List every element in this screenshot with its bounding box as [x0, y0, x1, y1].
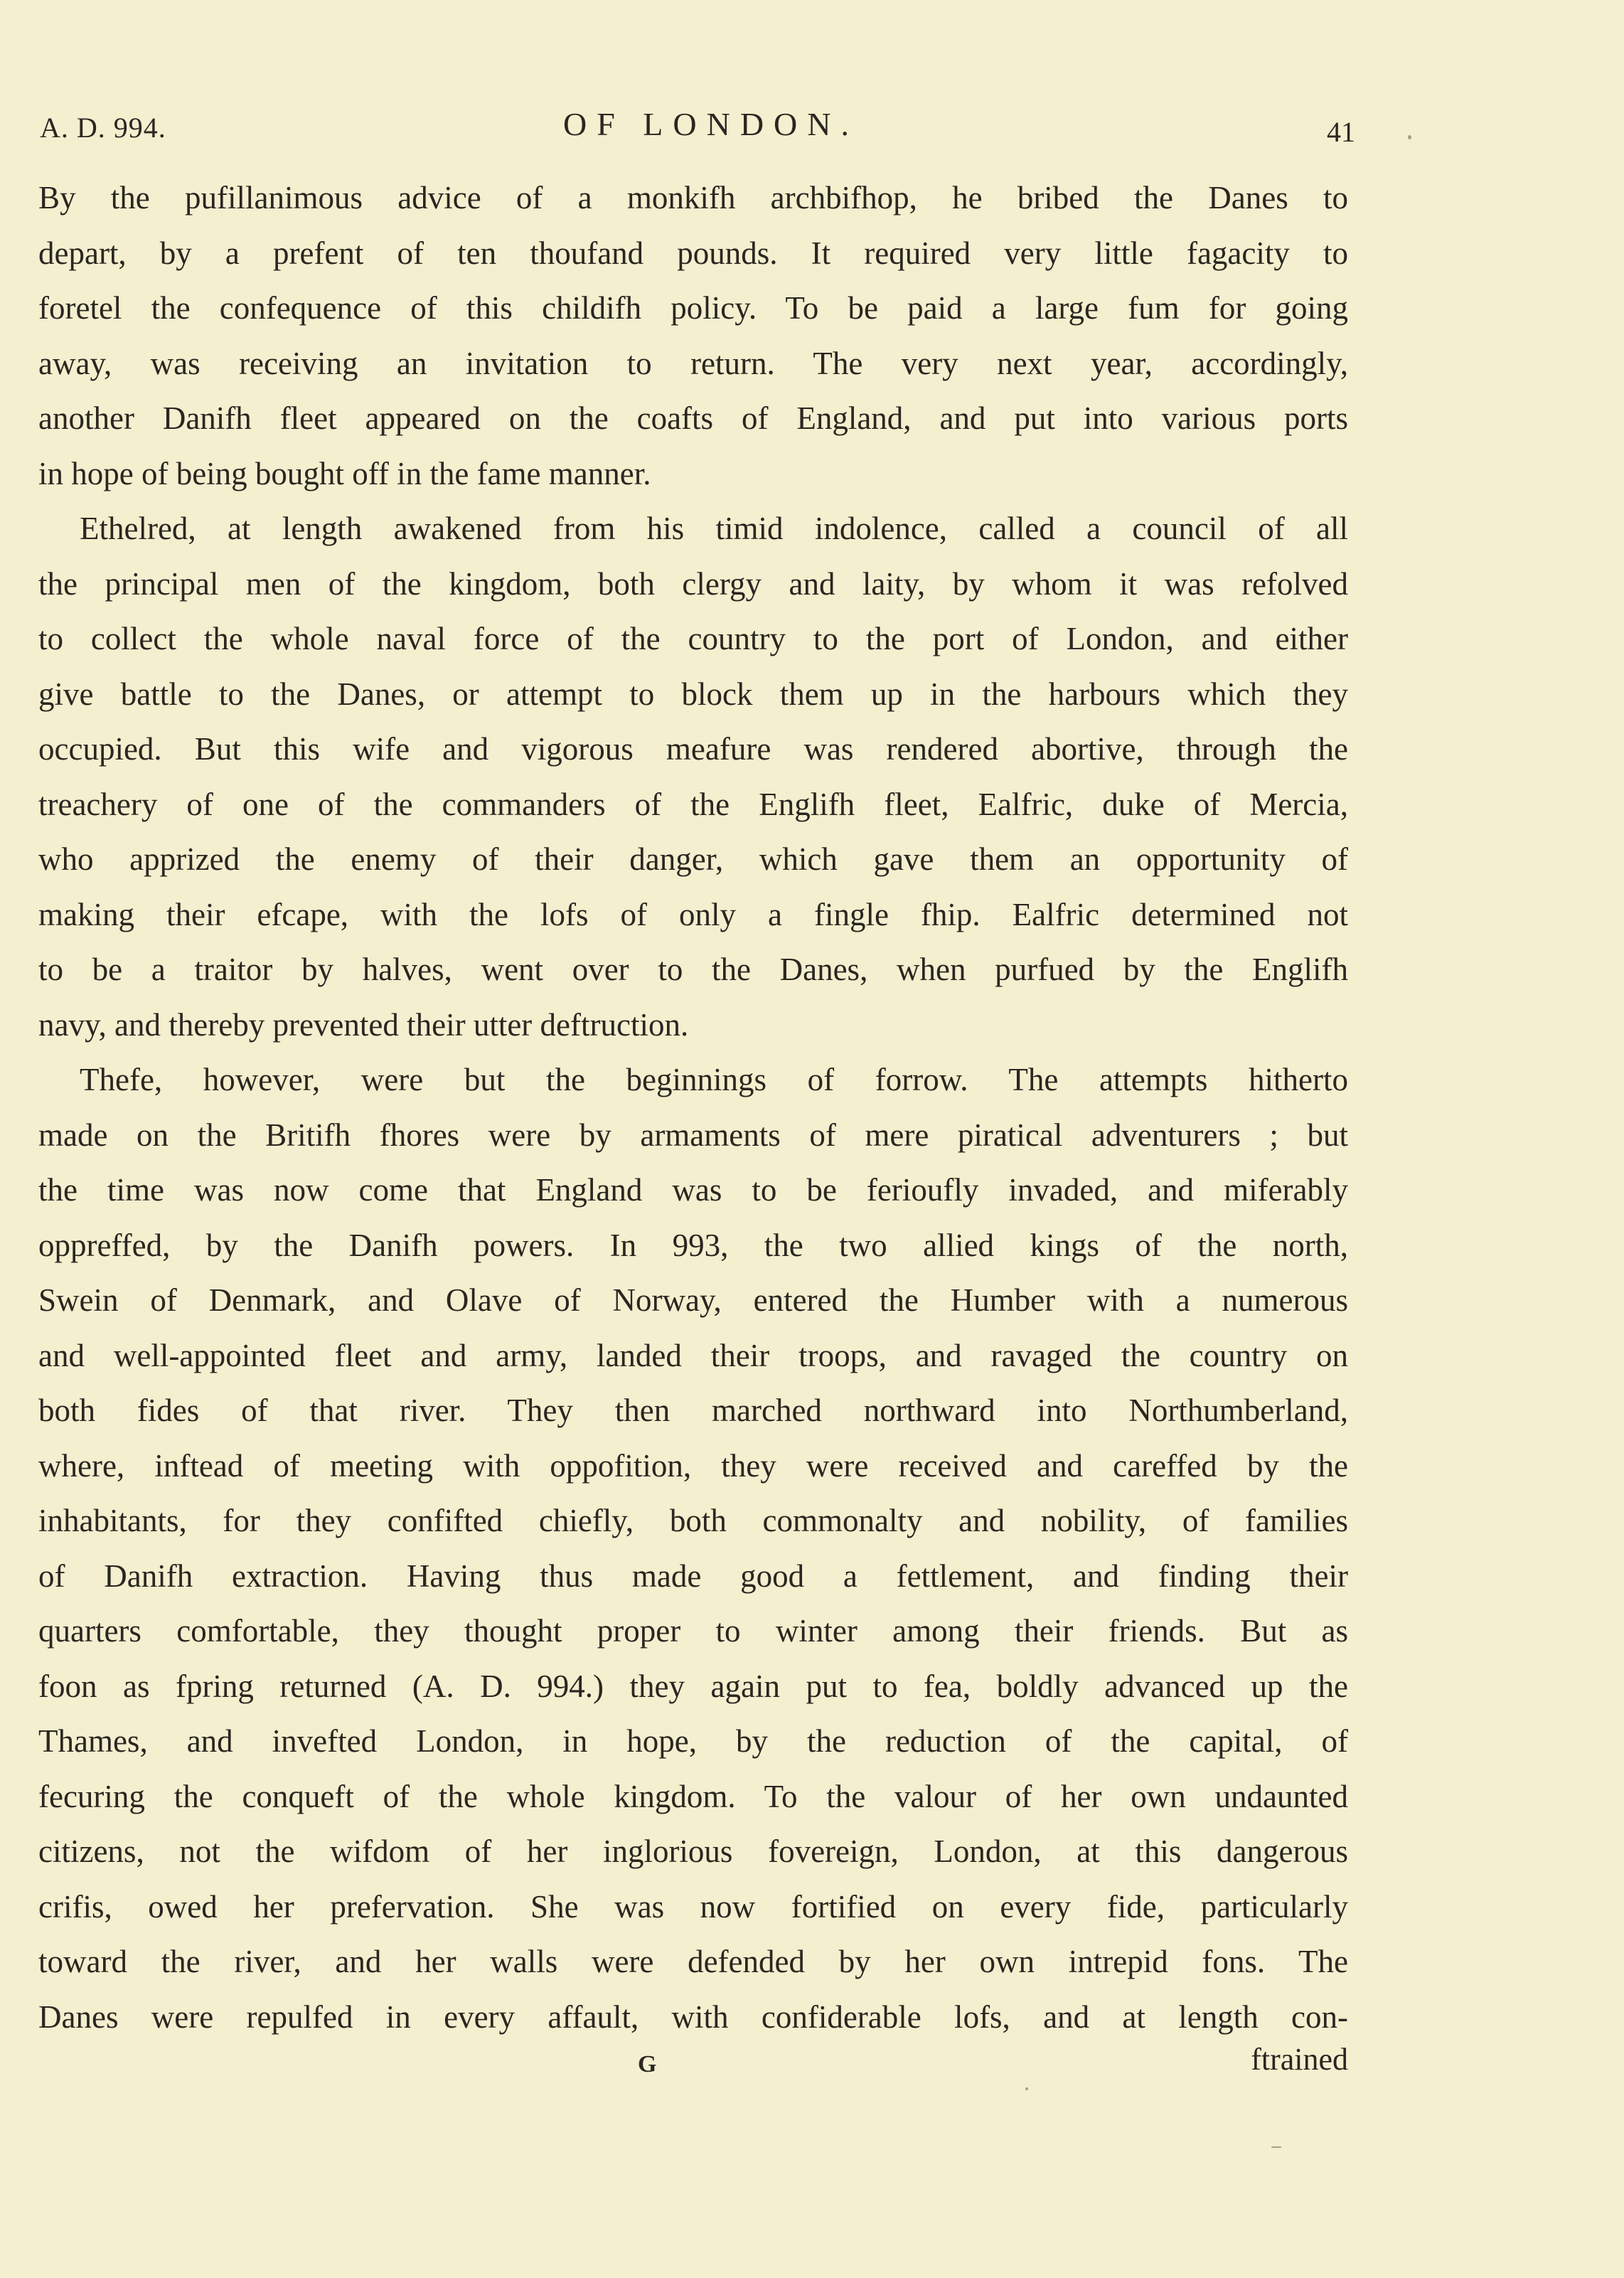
text-line: crifis, owed her prefervation. She was now fortified on every fide, particularly — [38, 1888, 1348, 1925]
text-line: Thames, and invefted London, in hope, by the reduction of the capital, of — [38, 1723, 1348, 1759]
text-line: away, was receiving an invitation to return. The very next year, accordingly, — [38, 345, 1348, 381]
text-line: give battle to the Danes, or attempt to block them up in the harbours which they — [38, 676, 1348, 712]
text-line: both fides of that river. They then marched northward into Northumberland, — [38, 1393, 1348, 1428]
text-line: Danes were repulfed in every affault, with confiderable lofs, and at length con- — [38, 1998, 1348, 2035]
text-line: occupied. But this wife and vigorous meafure was rendered abortive, through the — [38, 731, 1348, 767]
text-line: made on the Britifh fhores were by armaments of mere piratical adventurers ; but — [38, 1117, 1348, 1153]
paper-speck — [1025, 2087, 1028, 2090]
text-line: another Danifh fleet appeared on the coafts of England, and put into various ports — [38, 400, 1348, 436]
body-text — [38, 171, 1348, 2045]
text-line: oppreffed, by the Danifh powers. In 993, the two allied kings of the north, — [38, 1227, 1348, 1263]
page-number: 41 — [1327, 116, 1355, 148]
text-line: navy, and thereby prevented their utter deftruction. — [38, 1006, 689, 1043]
text-line: inhabitants, for they confifted chiefly, both commonalty and nobility, of families — [38, 1503, 1348, 1538]
text-line: and well-appointed fleet and army, landed their troops, and ravaged the country on — [38, 1337, 1348, 1373]
text-line: Swein of Denmark, and Olave of Norway, entered the Humber with a numerous — [38, 1282, 1348, 1318]
paper-speck — [1271, 2146, 1281, 2148]
text-line: foretel the confequence of this childifh policy. To be paid a large fum for going — [38, 290, 1348, 326]
text-line: who apprized the enemy of their danger, which gave them an opportunity of — [38, 841, 1348, 877]
text-line: in hope of being bought off in the fame manner. — [38, 455, 651, 491]
paragraph — [38, 171, 1348, 501]
text-line: where, inftead of meeting with oppofition, they were received and careffed by the — [38, 1447, 1348, 1484]
text-line: quarters comfortable, they thought proper to winter among their friends. But as — [38, 1613, 1348, 1649]
text-line: the time was now come that England was to be ferioufly invaded, and miferably — [38, 1172, 1348, 1208]
running-header — [40, 98, 1355, 155]
header-title: OF LONDON. — [563, 106, 859, 142]
text-line: to be a traitor by halves, went over to the Danes, when purfued by the Englifh — [38, 952, 1348, 987]
text-line: citizens, not the wifdom of her inglorious fovereign, London, at this dangerous — [38, 1833, 1348, 1869]
catchword: ftrained — [1251, 2042, 1348, 2077]
header-year: A. D. 994. — [40, 112, 166, 144]
paragraph — [38, 1053, 1348, 2045]
text-line: depart, by a prefent of ten thoufand pounds. It required very little fagacity to — [38, 235, 1348, 271]
paragraph — [38, 501, 1348, 1053]
text-line: the principal men of the kingdom, both clergy and laity, by whom it was refolved — [38, 565, 1348, 602]
text-line: toward the river, and her walls were defended by her own intrepid fons. The — [38, 1944, 1348, 1979]
text-line: Ethelred, at length awakened from his timid indolence, called a council of all — [80, 511, 1348, 546]
text-line: By the pufillanimous advice of a monkifh archbifhop, he bribed the Danes to — [38, 180, 1348, 215]
text-line: Thefe, however, were but the beginnings of forrow. The attempts hitherto — [80, 1062, 1348, 1097]
paper-speck — [1408, 135, 1411, 139]
text-line: making their efcape, with the lofs of only a fingle fhip. Ealfric determined not — [38, 896, 1348, 932]
text-line: foon as fpring returned (A. D. 994.) they again put to fea, boldly advanced up the — [38, 1668, 1348, 1704]
signature-mark: G — [638, 2051, 657, 2077]
text-line: fecuring the conqueft of the whole kingdom. To the valour of her own undaunted — [38, 1778, 1348, 1814]
page-footer — [38, 2041, 1348, 2098]
text-line: of Danifh extraction. Having thus made good a fettlement, and finding their — [38, 1558, 1348, 1594]
text-line: treachery of one of the commanders of the Englifh fleet, Ealfric, duke of Mercia, — [38, 786, 1348, 822]
text-line: to collect the whole naval force of the country to the port of London, and either — [38, 621, 1348, 656]
